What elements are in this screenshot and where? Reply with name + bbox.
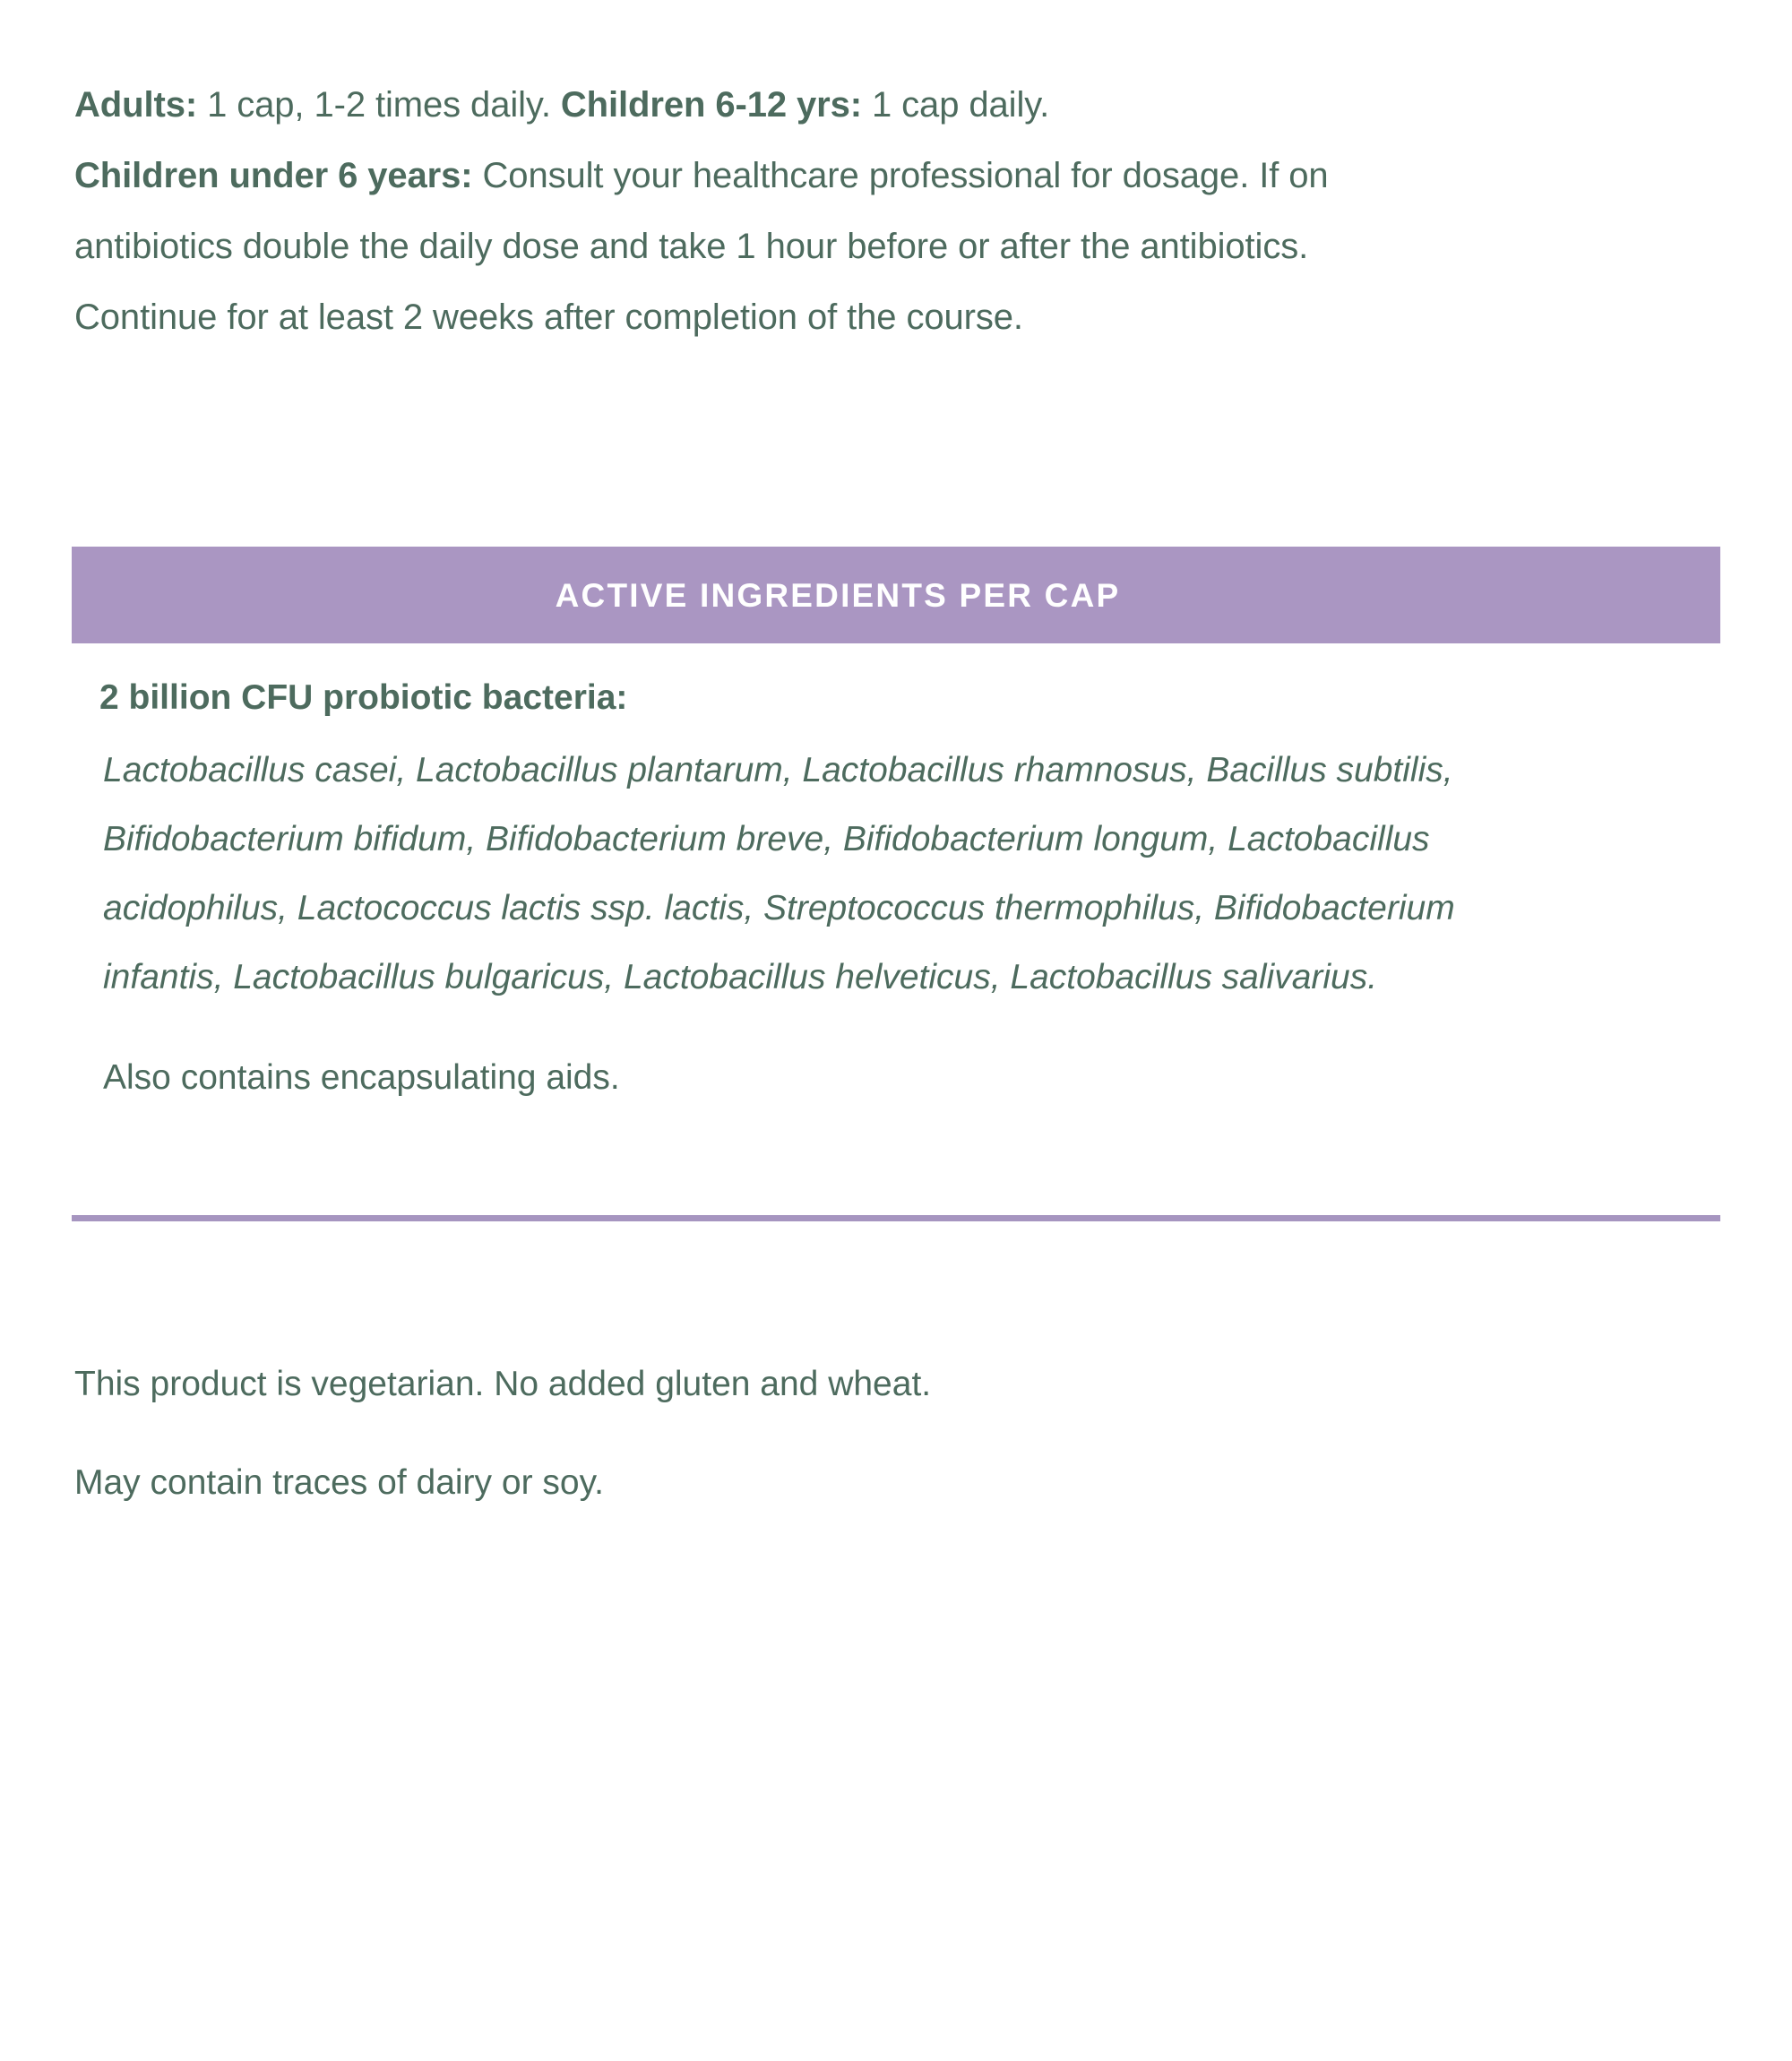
ingredients-strain-list: Lactobacillus casei, Lactobacillus plantarum, Lactobacillus rhamnosus, Bacillus subtilis, Bifidobacterium bifidum, Bifidobacterium breve, Bifidobacterium longum, Lactobacillus acidophilus, Lactococcus lactis ssp. lactis, Streptococcus thermophilus, Bifidobacterium infantis, Lactobacillus bulgaricus, Lactobacillus helveticus, Lactobacillus salivarius.: [103, 751, 1455, 996]
dosage-children-6-12-label: Children 6-12 yrs:: [560, 85, 862, 125]
ingredients-cfu-heading: 2 billion CFU probiotic bacteria:: [99, 678, 628, 717]
section-divider: [72, 1215, 1720, 1221]
dosage-under-6-text: Consult your healthcare professional for dosage. If on antibiotics double the daily dose and take 1 hour before or after the antibiotics. Continue for at least 2 weeks after completion of the course.: [74, 156, 1329, 337]
ingredients-also-contains: Also contains encapsulating aids.: [103, 1058, 620, 1097]
note-vegetarian: This product is vegetarian. No added gluten and wheat.: [74, 1365, 932, 1403]
active-ingredients-section: [74, 668, 1723, 1105]
active-ingredients-band: [72, 547, 1720, 643]
dosage-adults-text: 1 cap, 1-2 times daily.: [197, 85, 561, 125]
dosage-children-6-12-text: 1 cap daily.: [861, 85, 1050, 125]
allergen-notes: [74, 1351, 1598, 1516]
dosage-directions: [74, 70, 1374, 353]
dosage-under-6-label: Children under 6 years:: [74, 156, 473, 195]
note-traces: May contain traces of dairy or soy.: [74, 1463, 605, 1502]
active-ingredients-band-title: ACTIVE INGREDIENTS PER CAP: [555, 576, 1121, 614]
dosage-adults-label: Adults:: [74, 85, 198, 125]
